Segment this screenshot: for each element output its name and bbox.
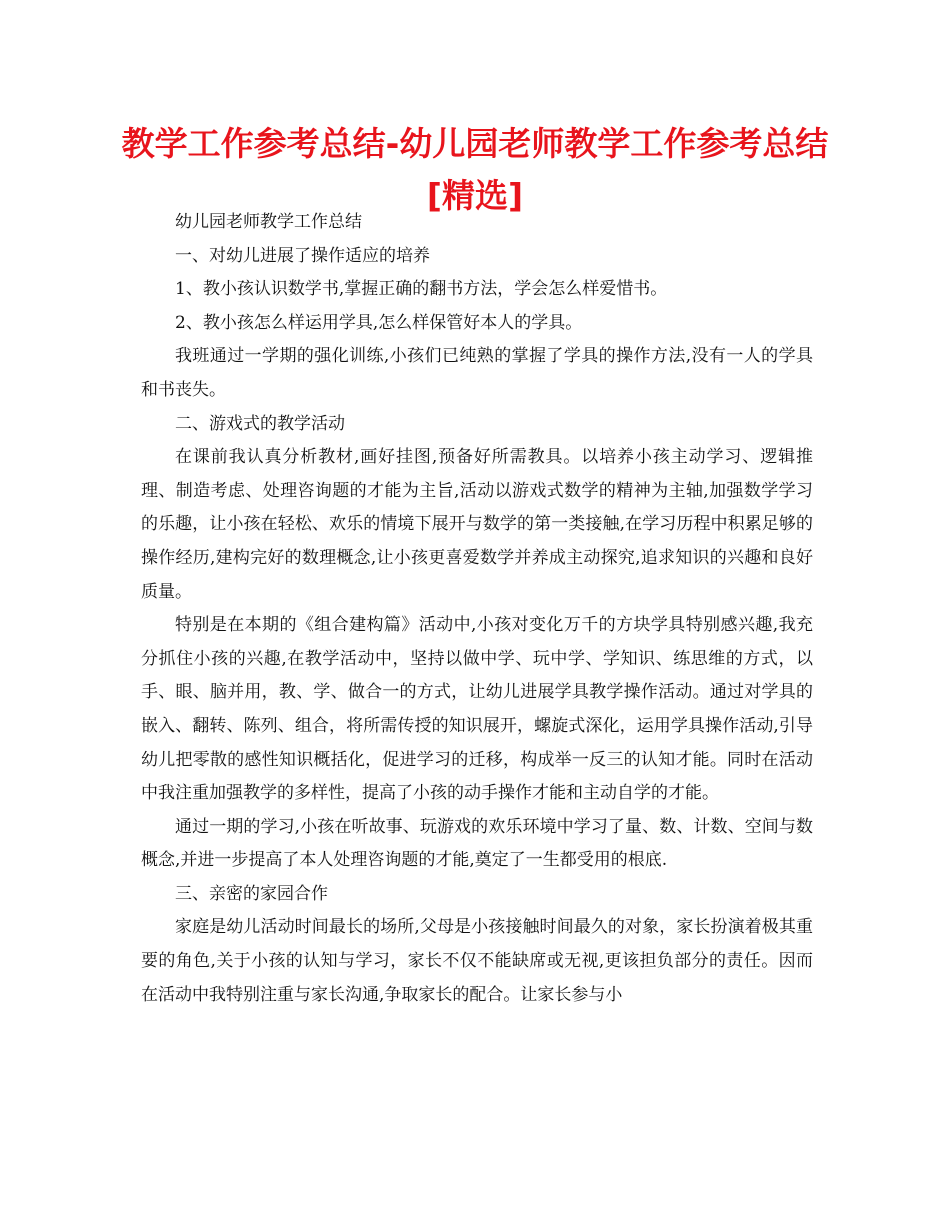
paragraph: 1、教小孩认识数学书,掌握正确的翻书方法，学会怎么样爱惜书。 [175, 279, 668, 300]
document-body [141, 206, 813, 1012]
paragraph: 我班通过一学期的强化训练,小孩们已纯熟的掌握了学具的操作方法,没有一人的学具和书丧失。 [141, 346, 813, 400]
section-heading-1: 一、对幼儿进展了操作适应的培养 [175, 245, 430, 266]
paragraph: 2、教小孩怎么样运用学具,怎么样保管好本人的学具。 [175, 312, 583, 333]
paragraph: 家庭是幼儿活动时间最长的场所,父母是小孩接触时间最久的对象，家长扮演着极其重要的角色,关于小孩的认知与学习，家长不仅不能缺席或无视,更该担负部分的责任。因而在活动中我特别注重与家长沟通,争取家长的配合。让家长参与小 [141, 917, 813, 1005]
paragraph: 通过一期的学习,小孩在听故事、玩游戏的欢乐环境中学习了量、数、计数、空间与数概念,并进一步提高了本人处理咨询题的才能,奠定了一生都受用的根底. [141, 816, 813, 871]
section-heading-3: 三、亲密的家园合作 [175, 883, 328, 904]
paragraph-heading: 幼儿园老师教学工作总结 [175, 212, 362, 232]
paragraph: 特别是在本期的《组合建构篇》活动中,小孩对变化万千的方块学具特别感兴趣,我充分抓住小孩的兴趣,在教学活动中，坚持以做中学、玩中学、学知识、练思维的方式，以手、眼、脑并用，教、学、做合一的方式，让幼儿进展学具教学操作活动。通过对学具的嵌入、翻转、陈列、组合，将所需传授的知识展开，螺旋式深化，运用学具操作活动,引导幼儿把零散的感性知识概括化，促进学习的迁移，构成举一反三的认知才能。同时在活动中我注重加强教学的多样性，提高了小孩的动手操作才能和主动自学的才能。 [141, 615, 813, 804]
title-line-2: [精选] [426, 176, 524, 215]
section-heading-2: 二、游戏式的教学活动 [175, 413, 345, 434]
paragraph: 在课前我认真分析教材,画好挂图,预备好所需教具。以培养小孩主动学习、逻辑推理、制造考虑、处理咨询题的才能为主旨,活动以游戏式数学的精神为主轴,加强数学学习的乐趣，让小孩在轻松、欢乐的情境下展开与数学的第一类接触,在学习历程中积累足够的操作经历,建构完好的数理概念,让小孩更喜爱数学并养成主动探究,追求知识的兴趣和良好质量。 [141, 447, 813, 602]
title-line-1: 教学工作参考总结-幼儿园老师教学工作参考总结 [121, 124, 829, 163]
